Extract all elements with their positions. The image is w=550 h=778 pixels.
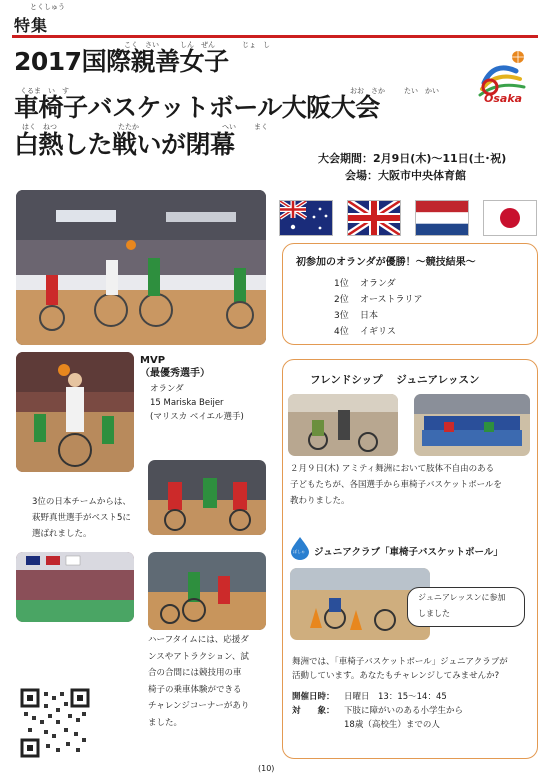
main-game-photo bbox=[16, 190, 266, 345]
mvp-title: MVP bbox=[140, 355, 166, 366]
japan-note-line: 選ばれました。 bbox=[32, 529, 92, 539]
mvp-photo bbox=[16, 352, 134, 472]
japan-team-note bbox=[32, 494, 131, 542]
title-ruby-tatakai: たたか bbox=[118, 123, 139, 131]
halftime-line: 合の合間には競技用の車 bbox=[148, 668, 242, 678]
flag-uk-icon bbox=[347, 200, 401, 236]
lesson-heading-left: フレンドシップ bbox=[310, 374, 383, 386]
title-ruby-osaka: おお さか bbox=[350, 87, 385, 95]
title-ruby-hei: へい bbox=[222, 123, 236, 131]
club-target-continued: 18歳（高校生）までの人 bbox=[344, 720, 440, 730]
section-label-ruby: とくしゅう bbox=[30, 3, 65, 11]
title-ruby-joshi: じょ し bbox=[242, 41, 270, 49]
page-number: (10) bbox=[258, 764, 275, 773]
halftime-line: チャレンジコーナーがあり bbox=[148, 701, 250, 711]
flag-australia-icon bbox=[279, 200, 333, 236]
qr-code-icon bbox=[20, 688, 90, 758]
title-ruby-shinzen: しん ぜん bbox=[180, 41, 215, 49]
title-line-3: 白熱した戦いが閉幕 bbox=[14, 130, 235, 159]
bubble-line: ジュニアレッスンに参加 bbox=[418, 593, 506, 602]
title-line-2: 車椅子バスケットボール大阪大会 bbox=[14, 93, 380, 122]
club-target-value: 下肢に障がいのある小学生から bbox=[344, 706, 464, 716]
japan-player-photo bbox=[148, 460, 266, 535]
club-schedule-label: 開催日時： bbox=[292, 692, 335, 702]
event-period-label: 大会期間： bbox=[318, 152, 373, 165]
japan-note-line: 萩野真世選手がベスト5に bbox=[32, 513, 131, 523]
halftime-line: ハーフタイムには、応援ダ bbox=[148, 635, 249, 645]
club-heading: ジュニアクラブ「車椅子バスケットボール」 bbox=[314, 547, 503, 558]
result-rank: 1位 bbox=[334, 279, 349, 289]
club-schedule bbox=[292, 690, 463, 704]
title-ruby-kokusai: こく さい bbox=[124, 41, 159, 49]
mvp-country: オランダ bbox=[150, 384, 184, 394]
speech-bubble bbox=[407, 587, 525, 627]
bubble-line: しました bbox=[418, 609, 450, 618]
result-row bbox=[334, 308, 423, 324]
club-description bbox=[292, 655, 530, 683]
halftime-line: 椅子の乗車体験ができる bbox=[148, 684, 242, 695]
lesson-line: 教わりました。 bbox=[290, 496, 350, 506]
event-venue-value: 大阪市中央体育館 bbox=[378, 169, 466, 182]
result-team: オーストラリア bbox=[360, 295, 423, 305]
result-team: オランダ bbox=[360, 279, 396, 289]
results-heading: 初参加のオランダが優勝！～競技結果～ bbox=[296, 257, 476, 268]
mvp-heading bbox=[140, 354, 210, 380]
club-target-label: 対 象： bbox=[292, 706, 335, 716]
result-rank: 4位 bbox=[334, 327, 349, 337]
result-team: 日本 bbox=[360, 311, 379, 321]
logo-wordmark: Osaka bbox=[484, 92, 523, 105]
club-schedule-value: 日曜日 13：15～14：45 bbox=[344, 692, 447, 702]
result-row bbox=[334, 292, 423, 308]
header-divider bbox=[12, 35, 538, 38]
result-rank: 2位 bbox=[334, 295, 349, 305]
event-info bbox=[318, 150, 506, 184]
title-ruby-taikai: たい かい bbox=[404, 87, 439, 95]
friendship-lesson-photo-2 bbox=[414, 394, 530, 456]
arena-crowd-photo bbox=[16, 552, 134, 622]
mvp-subtitle: （最優秀選手） bbox=[140, 368, 210, 379]
club-badge-text: ぽしゃ bbox=[293, 549, 305, 554]
water-drop-badge-icon bbox=[289, 536, 311, 560]
event-period bbox=[318, 150, 506, 167]
result-rank: 3位 bbox=[334, 311, 349, 321]
event-venue bbox=[318, 167, 506, 184]
halftime-line: ンスやアトラクション、試 bbox=[148, 651, 249, 662]
flag-netherlands-icon bbox=[415, 200, 469, 236]
halftime-description bbox=[148, 632, 276, 731]
flag-japan-icon bbox=[483, 200, 537, 236]
japan-note-line: 3位の日本チームからは、 bbox=[32, 497, 131, 507]
results-list bbox=[334, 276, 423, 340]
title-ruby-hakunetsu: はく ねつ bbox=[22, 123, 57, 131]
club-body-line: 舞洲では、「車椅子バスケットボール」ジュニアクラブが bbox=[292, 657, 508, 667]
club-target bbox=[292, 704, 463, 718]
event-period-value: 2月9日(木)～11日(土･祝) bbox=[373, 152, 507, 165]
event-venue-label: 会場： bbox=[345, 169, 378, 182]
club-body-line: 活動しています。あなたもチャレンジしてみませんか? bbox=[292, 671, 500, 681]
lesson-heading bbox=[310, 372, 480, 387]
result-team: イギリス bbox=[360, 327, 396, 337]
lesson-description bbox=[290, 461, 528, 509]
halftime-line: ました。 bbox=[148, 717, 183, 728]
lesson-line: ２月９日(木) アミティ舞洲において肢体不自由のある bbox=[290, 464, 495, 474]
title-line-1: 2017国際親善女子 bbox=[14, 47, 229, 76]
mvp-player: 15 Mariska Beijer bbox=[150, 398, 224, 408]
lesson-line: 子どもたちが、各国選手から車椅子バスケットボールを bbox=[290, 480, 502, 490]
title-ruby-kuruma: くるま bbox=[20, 87, 41, 95]
friendship-lesson-photo-1 bbox=[288, 394, 398, 456]
lesson-heading-right: ジュニアレッスン bbox=[396, 374, 480, 386]
mvp-detail bbox=[150, 382, 244, 424]
result-row bbox=[334, 276, 423, 292]
section-label: 特集 bbox=[14, 16, 49, 35]
club-info bbox=[292, 690, 463, 732]
mvp-player-kana: (マリスカ ベイエル選手) bbox=[150, 412, 244, 422]
result-row bbox=[334, 324, 423, 340]
title-ruby-maku: まく bbox=[254, 123, 268, 131]
halftime-challenge-photo bbox=[148, 552, 266, 630]
title-ruby-isu: い す bbox=[48, 87, 69, 95]
